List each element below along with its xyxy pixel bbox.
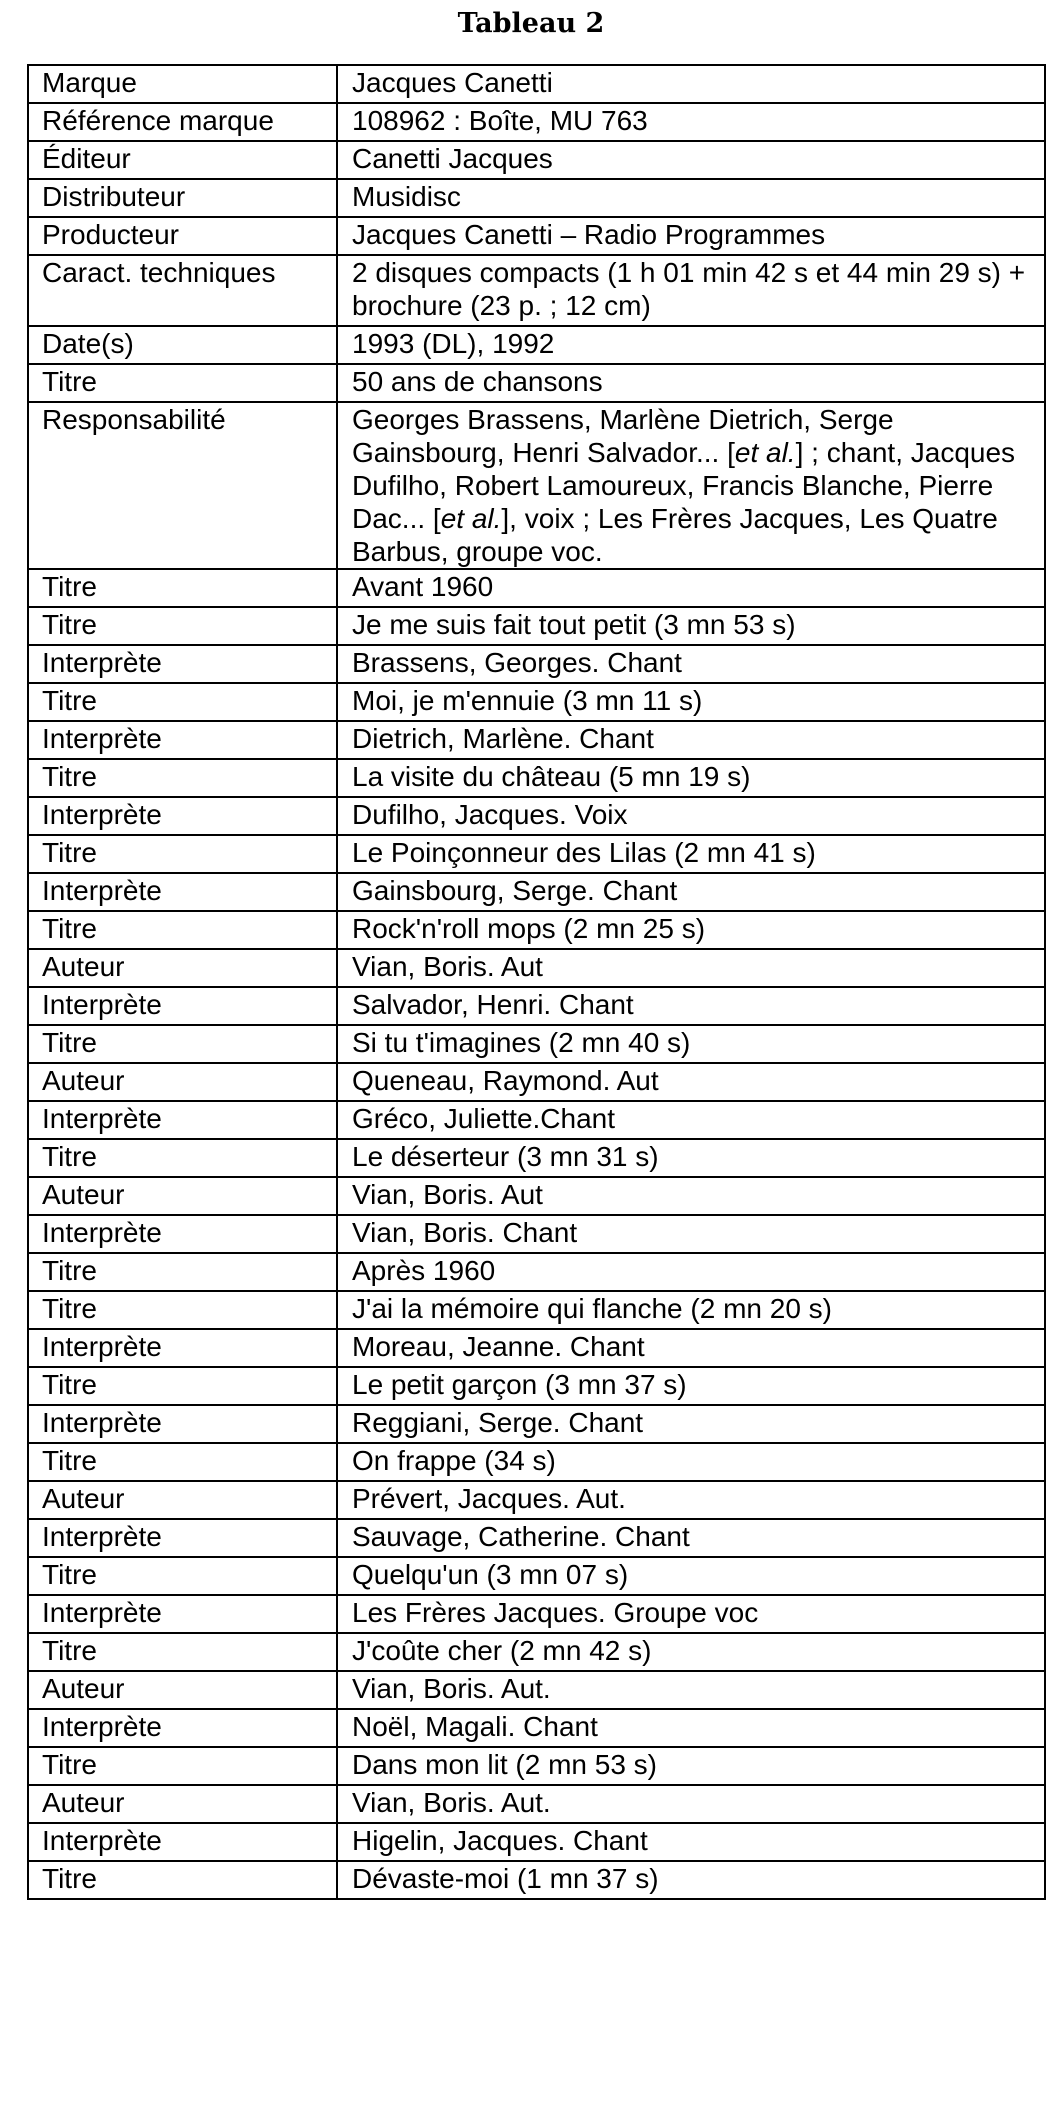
row-label: Interprète [28,1101,337,1139]
row-label: Titre [28,1747,337,1785]
row-label: Titre [28,1025,337,1063]
row-label: Distributeur [28,179,337,217]
row-value: Moreau, Jeanne. Chant [337,1329,1045,1367]
row-label: Titre [28,569,337,607]
row-label: Interprète [28,645,337,683]
catalog-table-body [28,65,1045,1899]
table-row [28,1443,1045,1481]
row-value: Higelin, Jacques. Chant [337,1823,1045,1861]
row-value: Sauvage, Catherine. Chant [337,1519,1045,1557]
row-value: Noël, Magali. Chant [337,1709,1045,1747]
row-label: Titre [28,1253,337,1291]
row-label: Caract. techniques [28,255,337,326]
row-label: Interprète [28,873,337,911]
row-label: Interprète [28,1405,337,1443]
row-value: 108962 : Boîte, MU 763 [337,103,1045,141]
row-label: Auteur [28,1063,337,1101]
table-row [28,1861,1045,1899]
row-label: Auteur [28,1481,337,1519]
table-row [28,1139,1045,1177]
table-row [28,1633,1045,1671]
row-value: Le déserteur (3 mn 31 s) [337,1139,1045,1177]
table-row [28,721,1045,759]
table-row [28,255,1045,326]
row-label: Interprète [28,1519,337,1557]
row-label: Interprète [28,1823,337,1861]
row-label: Titre [28,607,337,645]
row-label: Titre [28,1367,337,1405]
row-value: Rock'n'roll mops (2 mn 25 s) [337,911,1045,949]
table-row [28,179,1045,217]
row-value: Georges Brassens, Marlène Dietrich, Serge Gainsbourg, Henri Salvador... [et al.] ; chant, Jacques Dufilho, Robert Lamoureux, Francis Blanche, Pierre Dac... [et al.], voix ; Les Frères Jacques, Les Quatre Barbus, groupe voc. [337,402,1045,569]
table-row [28,645,1045,683]
row-label: Titre [28,911,337,949]
table-row [28,1671,1045,1709]
row-label: Référence marque [28,103,337,141]
table-row [28,1253,1045,1291]
row-label: Interprète [28,797,337,835]
row-value: Dufilho, Jacques. Voix [337,797,1045,835]
table-title: Tableau 2 [457,8,605,39]
row-value: Salvador, Henri. Chant [337,987,1045,1025]
table-row [28,1823,1045,1861]
row-label: Auteur [28,1671,337,1709]
row-value: 50 ans de chansons [337,364,1045,402]
row-value: Quelqu'un (3 mn 07 s) [337,1557,1045,1595]
row-value: Vian, Boris. Aut [337,949,1045,987]
table-row [28,1063,1045,1101]
table-row [28,326,1045,364]
row-label: Interprète [28,1709,337,1747]
row-value: On frappe (34 s) [337,1443,1045,1481]
table-row [28,1747,1045,1785]
table-row [28,402,1045,569]
row-value: Le Poinçonneur des Lilas (2 mn 41 s) [337,835,1045,873]
row-value: Gainsbourg, Serge. Chant [337,873,1045,911]
row-value: Les Frères Jacques. Groupe voc [337,1595,1045,1633]
table-row [28,1329,1045,1367]
row-label: Producteur [28,217,337,255]
row-value: Vian, Boris. Chant [337,1215,1045,1253]
table-row [28,683,1045,721]
row-label: Titre [28,1443,337,1481]
row-value: Queneau, Raymond. Aut [337,1063,1045,1101]
table-row [28,217,1045,255]
table-row [28,1101,1045,1139]
row-value: Dévaste-moi (1 mn 37 s) [337,1861,1045,1899]
row-value: Gréco, Juliette.Chant [337,1101,1045,1139]
table-row [28,759,1045,797]
table-row [28,1595,1045,1633]
table-row [28,1557,1045,1595]
row-value: Moi, je m'ennuie (3 mn 11 s) [337,683,1045,721]
row-label: Titre [28,1139,337,1177]
row-value: Prévert, Jacques. Aut. [337,1481,1045,1519]
table-row [28,911,1045,949]
row-value: Jacques Canetti [337,65,1045,103]
row-label: Date(s) [28,326,337,364]
row-value: La visite du château (5 mn 19 s) [337,759,1045,797]
row-label: Interprète [28,1215,337,1253]
row-label: Auteur [28,1785,337,1823]
row-value: Après 1960 [337,1253,1045,1291]
table-row [28,1367,1045,1405]
row-label: Titre [28,1633,337,1671]
row-label: Auteur [28,1177,337,1215]
table-row [28,835,1045,873]
table-row [28,569,1045,607]
row-value: 2 disques compacts (1 h 01 min 42 s et 44 min 29 s) + brochure (23 p. ; 12 cm) [337,255,1045,326]
table-row [28,987,1045,1025]
table-row [28,1785,1045,1823]
row-label: Titre [28,1291,337,1329]
row-label: Titre [28,759,337,797]
row-value: J'coûte cher (2 mn 42 s) [337,1633,1045,1671]
table-row [28,1405,1045,1443]
row-label: Interprète [28,1329,337,1367]
row-value: Le petit garçon (3 mn 37 s) [337,1367,1045,1405]
row-label: Responsabilité [28,402,337,569]
row-label: Éditeur [28,141,337,179]
row-label: Auteur [28,949,337,987]
table-row [28,364,1045,402]
row-label: Interprète [28,721,337,759]
row-label: Titre [28,683,337,721]
row-label: Titre [28,1557,337,1595]
row-value: Brassens, Georges. Chant [337,645,1045,683]
table-row [28,65,1045,103]
row-label: Interprète [28,1595,337,1633]
row-value: Jacques Canetti – Radio Programmes [337,217,1045,255]
table-row [28,949,1045,987]
row-label: Titre [28,364,337,402]
row-value: Je me suis fait tout petit (3 mn 53 s) [337,607,1045,645]
row-label: Marque [28,65,337,103]
row-value: J'ai la mémoire qui flanche (2 mn 20 s) [337,1291,1045,1329]
table-row [28,141,1045,179]
row-value: Vian, Boris. Aut [337,1177,1045,1215]
table-row [28,797,1045,835]
row-value: Vian, Boris. Aut. [337,1671,1045,1709]
table-row [28,1025,1045,1063]
row-value: Dans mon lit (2 mn 53 s) [337,1747,1045,1785]
row-label: Titre [28,1861,337,1899]
row-value: Musidisc [337,179,1045,217]
row-label: Interprète [28,987,337,1025]
table-row [28,1709,1045,1747]
table-row [28,1215,1045,1253]
table-row [28,873,1045,911]
row-value: Canetti Jacques [337,141,1045,179]
table-row [28,1291,1045,1329]
table-row [28,1481,1045,1519]
table-row [28,1519,1045,1557]
catalog-table [27,64,1046,1900]
table-row [28,103,1045,141]
row-value: Reggiani, Serge. Chant [337,1405,1045,1443]
row-value: Vian, Boris. Aut. [337,1785,1045,1823]
row-value: Si tu t'imagines (2 mn 40 s) [337,1025,1045,1063]
table-row [28,607,1045,645]
row-value: 1993 (DL), 1992 [337,326,1045,364]
row-value: Avant 1960 [337,569,1045,607]
row-value: Dietrich, Marlène. Chant [337,721,1045,759]
table-row [28,1177,1045,1215]
row-label: Titre [28,835,337,873]
